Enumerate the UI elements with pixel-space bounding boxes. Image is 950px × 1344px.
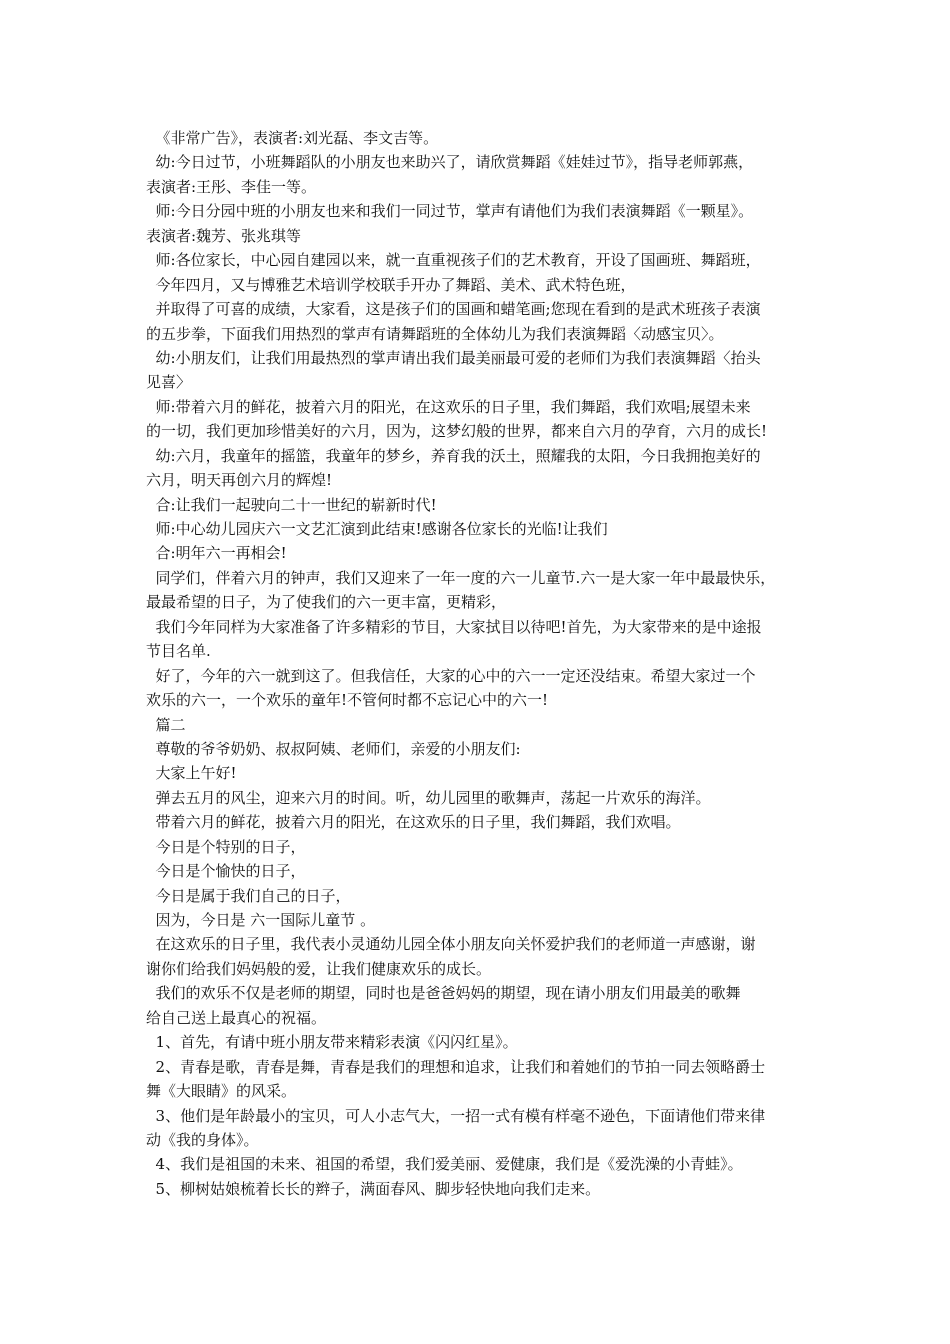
text-line: 在这欢乐的日子里，我代表小灵通幼儿园全体小朋友向关怀爱护我们的老师道一声感谢，谢: [146, 935, 756, 954]
text-line: 六月，明天再创六月的辉煌!: [146, 471, 333, 490]
text-line: 师:中心幼儿园庆六一文艺汇演到此结束!感谢各位家长的光临!让我们: [146, 520, 608, 538]
text-line: 大家上午好!: [146, 764, 237, 783]
text-line: 动《我的身体》。: [146, 1130, 259, 1149]
text-line: 合:明年六一再相会!: [146, 544, 287, 563]
text-line: 师:带着六月的鲜花，披着六月的阳光，在这欢乐的日子里，我们舞蹈，我们欢唱;展望未来: [146, 397, 751, 416]
document-body: [146, 126, 812, 1201]
text-line: 表演者:王彤、李佳一等。: [146, 177, 317, 196]
list-item: 1、首先，有请中班小朋友带来精彩表演《闪闪红星》。: [146, 1033, 518, 1052]
text-line: 谢你们给我们妈妈般的爱，让我们健康欢乐的成长。: [146, 959, 492, 978]
text-line: 节目名单.: [146, 642, 211, 661]
list-item: 2、青春是歌，青春是舞，青春是我们的理想和追求，让我们和着她们的节拍一同去领略爵士: [146, 1057, 766, 1076]
section-heading: 篇二: [146, 715, 186, 734]
text-line: 合:让我们一起驶向二十一世纪的崭新时代!: [146, 495, 437, 514]
text-line: 并取得了可喜的成绩，大家看，这是孩子们的国画和蜡笔画;您现在看到的是武术班孩子表演: [146, 300, 761, 319]
list-item: 4、我们是祖国的未来、祖国的希望，我们爱美丽、爱健康，我们是《爱洗澡的小青蛙》。: [146, 1155, 743, 1174]
text-line: 带着六月的鲜花，披着六月的阳光，在这欢乐的日子里，我们舞蹈，我们欢唱。: [146, 813, 681, 832]
text-line: 《非常广告》，表演者:刘光磊、李文吉等。: [146, 129, 439, 147]
text-line: 舞《大眼睛》的风采。: [146, 1082, 297, 1101]
list-item: 5、柳树姑娘梳着长长的辫子，满面春风、脚步轻快地向我们走来。: [146, 1179, 601, 1198]
text-line: 的五步拳，下面我们用热烈的掌声有请舞蹈班的全体幼儿为我们表演舞蹈〈动感宝贝〉。: [146, 324, 724, 343]
text-line: 师:各位家长，中心园自建园以来，就一直重视孩子们的艺术教育，开设了国画班、舞蹈班，: [146, 251, 761, 270]
text-line: 的一切，我们更加珍惜美好的六月，因为，这梦幻般的世界，都来自六月的孕育，六月的成长!: [146, 422, 768, 441]
text-line: 我们今年同样为大家准备了许多精彩的节目，大家拭目以待吧!首先，为大家带来的是中途报: [146, 617, 762, 636]
text-line: 弹去五月的风尘，迎来六月的时间。听，幼儿园里的歌舞声，荡起一片欢乐的海洋。: [146, 788, 711, 807]
text-line: 见喜〉: [146, 373, 192, 392]
text-line: 最最希望的日子，为了使我们的六一更丰富，更精彩，: [146, 593, 507, 612]
text-line: 好了，今年的六一就到这了。但我信任，大家的心中的六一一定还没结束。希望大家过一个: [146, 666, 756, 685]
text-line: 尊敬的爷爷奶奶、叔叔阿姨、老师们，亲爱的小朋友们:: [146, 739, 521, 758]
text-line: 幼:今日过节，小班舞蹈队的小朋友也来助兴了，请欣赏舞蹈《娃娃过节》，指导老师郭燕，: [146, 153, 754, 172]
text-line: 给自己送上最真心的祝福。: [146, 1008, 327, 1027]
text-line: 今日是属于我们自己的日子，: [146, 886, 351, 905]
text-line: 幼:小朋友们，让我们用最热烈的掌声请出我们最美丽最可爱的老师们为我们表演舞蹈〈抬头: [146, 348, 761, 367]
text-line: 今年四月，又与博雅艺术培训学校联手开办了舞蹈、美术、武术特色班，: [146, 275, 636, 294]
text-line: 今日是个愉快的日子，: [146, 862, 306, 881]
text-line: 我们的欢乐不仅是老师的期望，同时也是爸爸妈妈的期望，现在请小朋友们用最美的歌舞: [146, 984, 741, 1003]
text-line: 师:今日分园中班的小朋友也来和我们一同过节，掌声有请他们为我们表演舞蹈《一颗星》。: [146, 202, 754, 221]
text-line: 表演者:魏芳、张兆琪等: [146, 226, 302, 245]
list-item: 3、他们是年龄最小的宝贝，可人小志气大，一招一式有模有样毫不逊色，下面请他们带来律: [146, 1106, 766, 1125]
text-line: 幼:六月，我童年的摇篮，我童年的梦乡，养育我的沃土，照耀我的太阳，今日我拥抱美好的: [146, 446, 761, 465]
text-line: 因为，今日是 六一国际儿童节 。: [146, 911, 376, 929]
text-line: 同学们，伴着六月的钟声，我们又迎来了一年一度的六一儿童节.六一是大家一年中最最快乐，: [146, 568, 776, 587]
text-line: 欢乐的六一，一个欢乐的童年!不管何时都不忘记心中的六一!: [146, 691, 549, 710]
text-line: 今日是个特别的日子，: [146, 837, 306, 856]
